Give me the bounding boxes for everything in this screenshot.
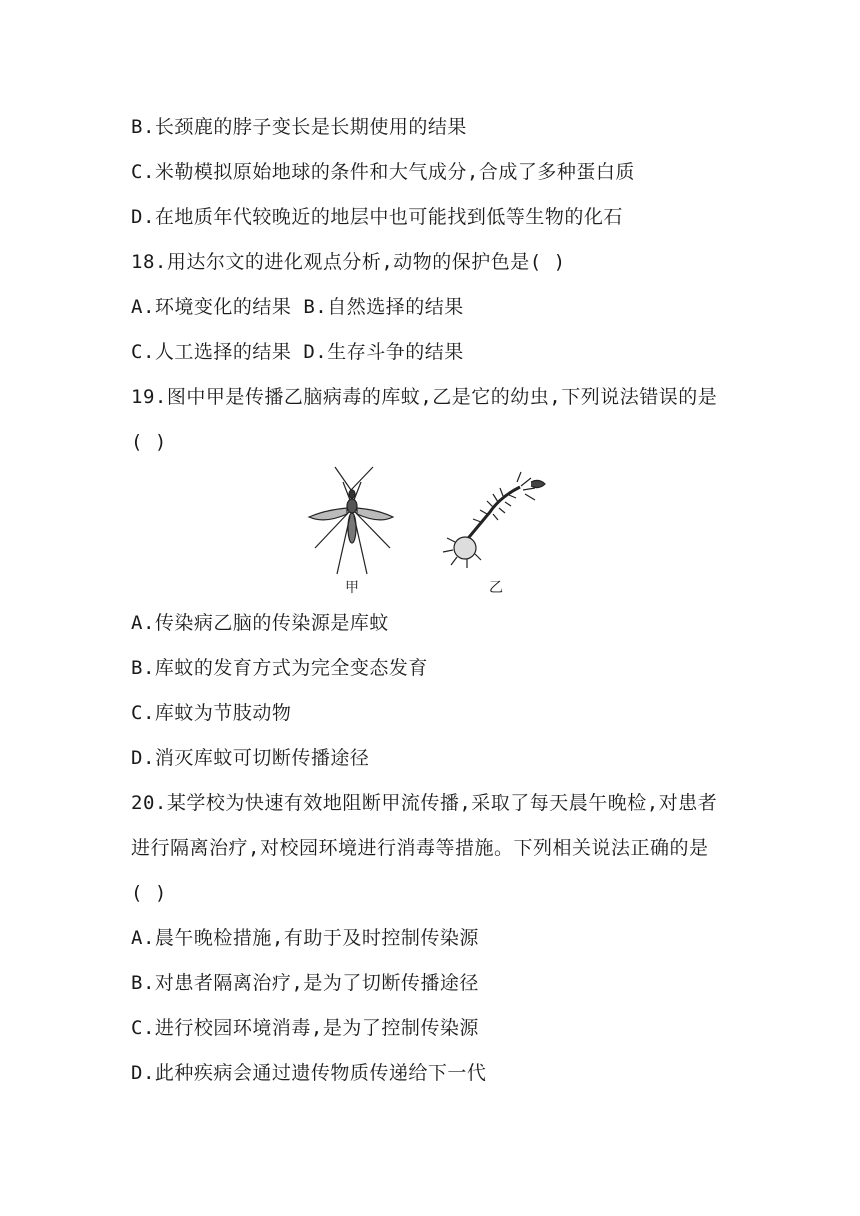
line-q20-c: C.进行校园环境消毒,是为了控制传染源 (131, 1017, 479, 1039)
line-q20-b: B.对患者隔离治疗,是为了切断传播途径 (131, 972, 479, 994)
line-q18-cd: C.人工选择的结果 D.生存斗争的结果 (131, 341, 464, 363)
line-q19-d: D.消灭库蚊可切断传播途径 (131, 747, 370, 769)
adult-mosquito-icon (309, 467, 393, 574)
line-q19-stem: 19.图中甲是传播乙脑病毒的库蚊,乙是它的幼虫,下列说法错误的是 (131, 386, 718, 408)
line-q20-a: A.晨午晚检措施,有助于及时控制传染源 (131, 927, 479, 949)
line-q17-b: B.长颈鹿的脖子变长是长期使用的结果 (131, 116, 467, 138)
line-q17-c: C.米勒模拟原始地球的条件和大气成分,合成了多种蛋白质 (131, 161, 635, 183)
mosquito-illustration (295, 462, 565, 602)
line-q20-d: D.此种疾病会通过遗传物质传递给下一代 (131, 1062, 487, 1084)
line-q17-d: D.在地质年代较晚近的地层中也可能找到低等生物的化石 (131, 206, 623, 228)
line-q19-paren: ( ) (131, 431, 167, 453)
line-q19-c: C.库蚊为节肢动物 (131, 702, 292, 724)
line-q20-stem-2: 进行隔离治疗,对校园环境进行消毒等措施。下列相关说法正确的是 (131, 837, 709, 859)
line-q20-paren: ( ) (131, 882, 167, 904)
mosquito-larva-icon (443, 472, 545, 568)
line-q19-a: A.传染病乙脑的传染源是库蚊 (131, 612, 389, 634)
line-q18-ab: A.环境变化的结果 B.自然选择的结果 (131, 296, 464, 318)
mosquito-figure (295, 462, 565, 602)
line-q19-b: B.库蚊的发育方式为完全变态发育 (131, 657, 428, 679)
figure-label-yi: 乙 (489, 580, 503, 596)
figure-label-jia: 甲 (345, 580, 359, 596)
line-q20-stem-1: 20.某学校为快速有效地阻断甲流传播,采取了每天晨午晚检,对患者 (131, 792, 718, 814)
line-q18-stem: 18.用达尔文的进化观点分析,动物的保护色是( ) (131, 251, 566, 273)
